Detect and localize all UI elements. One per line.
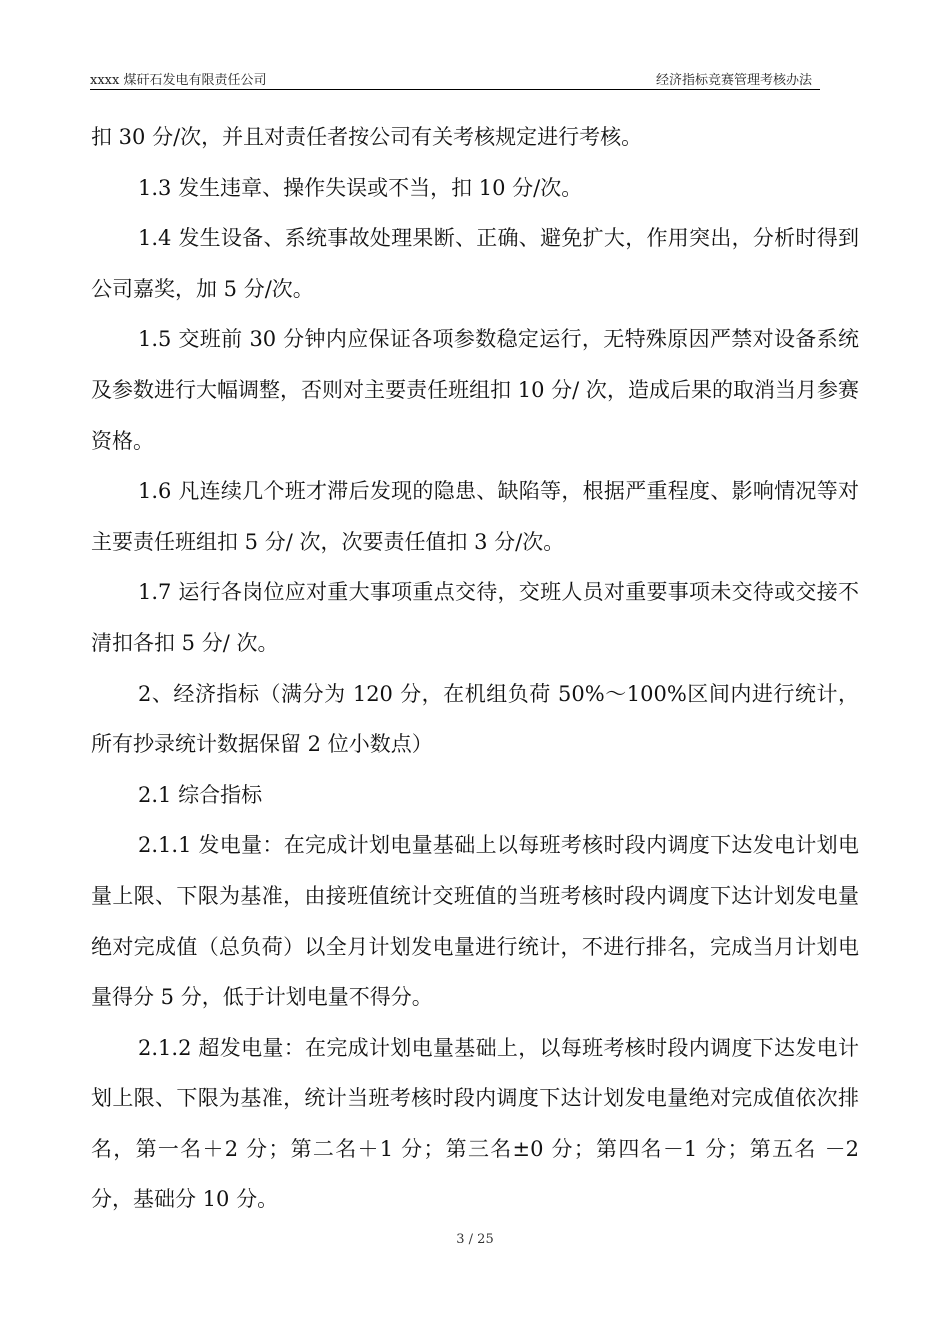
paragraph: 2.1 综合指标 <box>138 782 263 807</box>
page-header <box>90 69 820 90</box>
paragraph: 扣 30 分/次，并且对责任者按公司有关考核规定进行考核。 <box>91 125 643 149</box>
paragraph: 1.6 凡连续几个班才滞后发现的隐患、缺陷等，根据严重程度、影响情况等对主要责任班组扣 5 分/ 次，次要责任值扣 3 分/次。 <box>91 479 859 554</box>
page-number: 3 / 25 <box>456 1232 494 1247</box>
body-text <box>91 112 859 1225</box>
paragraph: 1.7 运行各岗位应对重大事项重点交待，交班人员对重要事项未交待或交接不清扣各扣 5 分/ 次。 <box>91 580 859 655</box>
paragraph: 2.1.2 超发电量：在完成计划电量基础上，以每班考核时段内调度下达发电计划上限、下限为基准，统计当班考核时段内调度下达计划发电量绝对完成值依次排名，第一名＋2 分；第二名＋1 分；第三名±0 分；第四名－1 分；第五名 －2 分，基础分 10 分。 <box>91 1035 859 1212</box>
paragraph: 1.4 发生设备、系统事故处理果断、正确、避免扩大，作用突出，分析时得到公司嘉奖，加 5 分/次。 <box>91 226 859 301</box>
paragraph: 2.1.1 发电量：在完成计划电量基础上以每班考核时段内调度下达发电计划电量上限、下限为基准，由接班值统计交班值的当班考核时段内调度下达计划发电量绝对完成值（总负荷）以全月计划发电量进行统计，不进行排名，完成当月计划电量得分 5 分，低于计划电量不得分。 <box>91 833 859 1010</box>
paragraph: 1.5 交班前 30 分钟内应保证各项参数稳定运行，无特殊原因严禁对设备系统及参数进行大幅调整，否则对主要责任班组扣 10 分/ 次，造成后果的取消当月参赛资格。 <box>91 327 859 453</box>
header-company-name: xxxx 煤矸石发电有限责任公司 <box>90 73 267 88</box>
paragraph: 1.3 发生违章、操作失误或不当，扣 10 分/次。 <box>138 175 583 200</box>
paragraph: 2、经济指标（满分为 120 分，在机组负荷 50%～100%区间内进行统计，所有抄录统计数据保留 2 位小数点） <box>91 681 859 757</box>
header-document-title: 经济指标竞赛管理考核办法 <box>655 73 812 88</box>
